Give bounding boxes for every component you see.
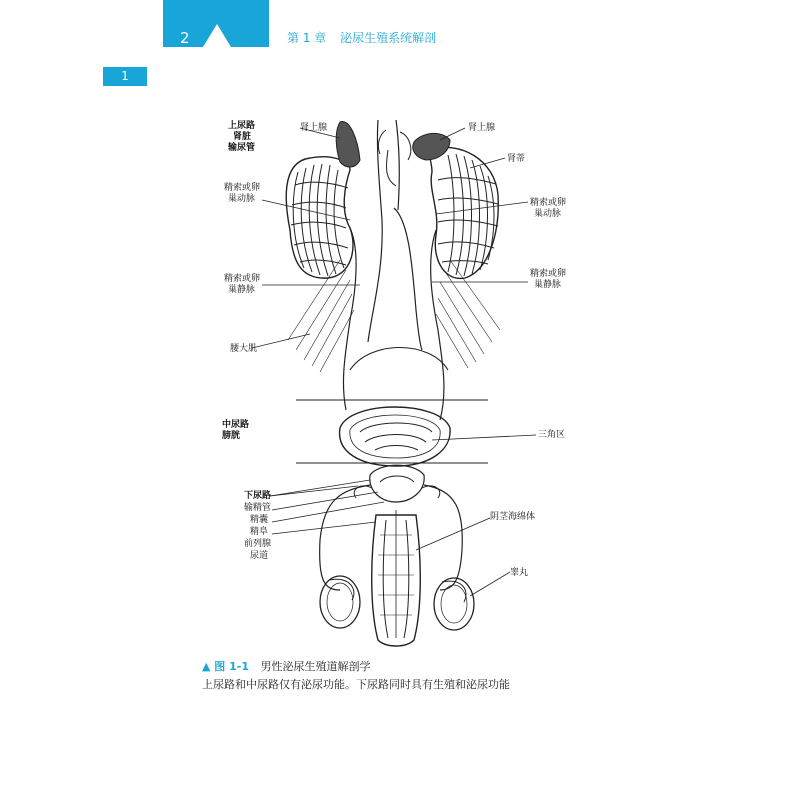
anatomy-figure bbox=[200, 110, 600, 650]
bladder-drawing bbox=[340, 407, 451, 466]
label-psoas: 腰大肌 bbox=[230, 344, 258, 354]
label-gonadal-artery-right-2: 巢动脉 bbox=[534, 209, 562, 219]
label-renal-pedicle: 肾蒂 bbox=[507, 154, 526, 164]
label-gonadal-vein-right-1: 精索或卵 bbox=[530, 269, 567, 279]
label-gonadal-artery-left-2: 巢动脉 bbox=[228, 194, 256, 204]
label-testis: 睾丸 bbox=[510, 568, 529, 578]
label-verumontanum: 精阜 bbox=[250, 527, 269, 537]
label-seminal-vesicle: 精囊 bbox=[250, 515, 269, 525]
label-lower-tract: 下尿路 bbox=[244, 491, 272, 501]
header-notch bbox=[203, 24, 231, 47]
left-kidney-drawing bbox=[286, 157, 353, 278]
label-vas-deferens: 输精管 bbox=[244, 503, 272, 513]
label-gonadal-vein-left-1: 精索或卵 bbox=[224, 274, 261, 284]
chapter-title: 泌尿生殖系统解剖 bbox=[340, 31, 437, 45]
label-middle-tract: 中尿路 bbox=[222, 420, 250, 430]
label-gonadal-vein-left-2: 巢静脉 bbox=[228, 285, 256, 295]
right-kidney-drawing bbox=[429, 147, 498, 278]
label-trigone: 三角区 bbox=[538, 430, 566, 440]
left-adrenal-drawing bbox=[336, 122, 360, 167]
chapter-side-tab: 1 bbox=[103, 67, 147, 86]
label-corpus-spongiosum: 阴茎海绵体 bbox=[490, 512, 536, 522]
left-testis-drawing bbox=[320, 576, 360, 628]
right-testis-drawing bbox=[434, 578, 474, 630]
chapter-number: 第 1 章 bbox=[287, 31, 327, 45]
label-ureter: 输尿管 bbox=[228, 143, 256, 153]
caption-tag: ▲ 图 1-1 bbox=[202, 660, 249, 673]
penis-drawing bbox=[372, 510, 421, 646]
label-adrenal-right: 肾上腺 bbox=[468, 123, 496, 133]
label-bladder: 膀胱 bbox=[222, 431, 241, 441]
label-urethra: 尿道 bbox=[250, 551, 269, 561]
caption-description: 上尿路和中尿路仅有泌尿功能。下尿路同时具有生殖和泌尿功能 bbox=[202, 678, 510, 691]
label-adrenal-left: 肾上腺 bbox=[300, 123, 328, 133]
vas-deferens-drawing bbox=[320, 485, 463, 590]
label-prostate: 前列腺 bbox=[244, 539, 272, 549]
label-gonadal-artery-right-1: 精索或卵 bbox=[530, 198, 567, 208]
label-gonadal-vein-right-2: 巢静脉 bbox=[534, 280, 562, 290]
prostate-drawing bbox=[354, 465, 440, 502]
ureters-drawing bbox=[343, 228, 443, 420]
great-vessels-drawing bbox=[368, 120, 422, 350]
page-number: 2 bbox=[180, 29, 190, 47]
caption-title: 男性泌尿生殖道解剖学 bbox=[260, 660, 371, 673]
right-adrenal-drawing bbox=[413, 133, 450, 160]
figure-caption bbox=[202, 660, 371, 674]
pelvis-drawing bbox=[350, 348, 448, 371]
label-upper-tract: 上尿路 bbox=[228, 121, 256, 131]
label-gonadal-artery-left-1: 精索或卵 bbox=[224, 183, 261, 193]
chapter-heading bbox=[287, 31, 436, 45]
label-kidney: 肾脏 bbox=[233, 132, 252, 142]
